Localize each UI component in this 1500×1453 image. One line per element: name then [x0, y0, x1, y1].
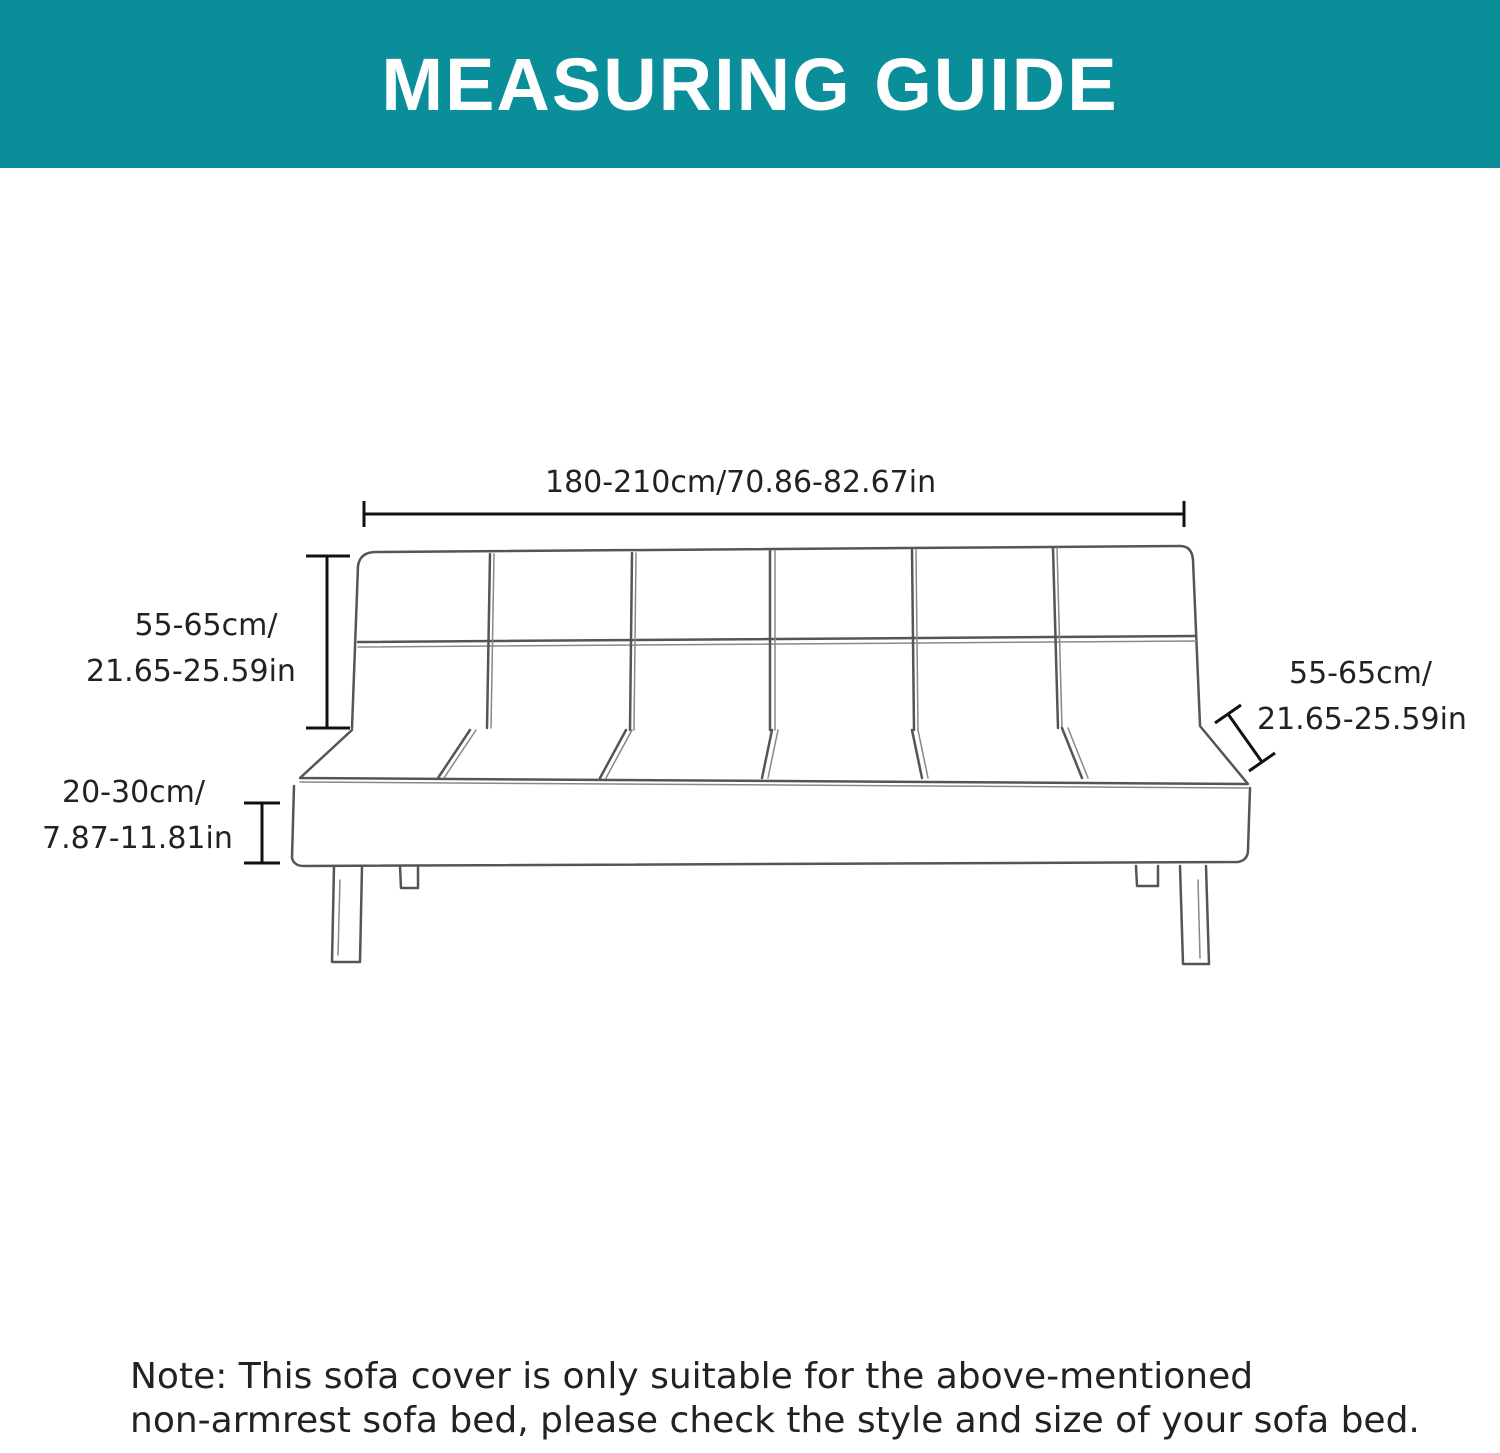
- compatibility-note: [130, 1355, 1460, 1443]
- seat-height-cm: 20-30cm/: [62, 775, 205, 810]
- note-line-1: Note: This sofa cover is only suitable for the above-mentioned: [130, 1356, 1254, 1397]
- seat-depth-cm: 55-65cm/: [1289, 656, 1432, 691]
- seat-height-label: [42, 770, 233, 862]
- backrest-height-label: [86, 603, 296, 695]
- width-value: 180-210cm/70.86-82.67in: [545, 465, 937, 500]
- width-label: [545, 460, 936, 506]
- backrest-height-in: 21.65-25.59in: [86, 654, 296, 689]
- seat-depth-label: [1257, 651, 1467, 743]
- seat-height-in: 7.87-11.81in: [42, 821, 233, 856]
- page-title: MEASURING GUIDE: [381, 42, 1119, 126]
- backrest-height-cm: 55-65cm/: [134, 608, 278, 643]
- sofa-outline: [292, 546, 1250, 964]
- seat-height-dimension-line: [244, 803, 280, 863]
- backrest-height-dimension-line: [306, 556, 350, 728]
- seat-depth-in: 21.65-25.59in: [1257, 702, 1467, 737]
- note-line-2: non-armrest sofa bed, please check the style and size of your sofa bed.: [130, 1400, 1420, 1441]
